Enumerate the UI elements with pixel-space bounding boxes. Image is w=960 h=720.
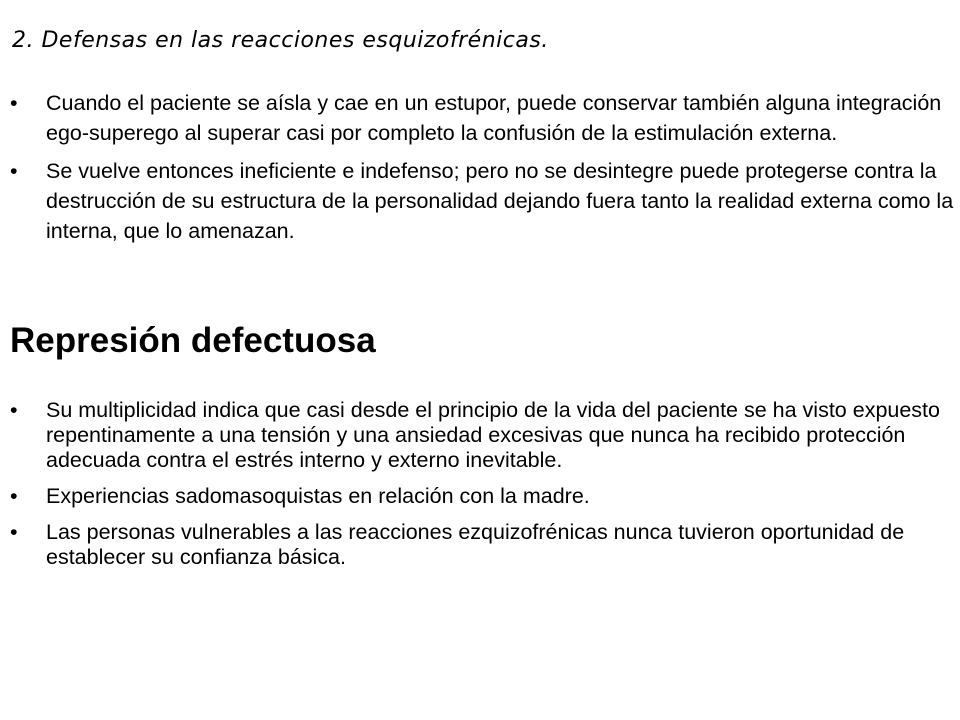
slide-heading: 2. Defensas en las reacciones esquizofrénicas.: [12, 28, 549, 53]
list-item: [10, 156, 955, 246]
section-title: Represión defectuosa: [10, 321, 376, 360]
bullet-icon: •: [10, 520, 18, 544]
list-item: [10, 398, 945, 473]
bullet-icon: •: [10, 159, 18, 183]
bullet-icon: •: [10, 398, 18, 422]
list-item-text: Cuando el paciente se aísla y cae en un estupor, puede conservar también alguna integración ego-superego al superar casi por completo la confusión de la estimulación externa.: [46, 91, 942, 145]
list-item-text: Experiencias sadomasoquistas en relación con la madre.: [46, 484, 590, 508]
list-item-text: Las personas vulnerables a las reacciones ezquizofrénicas nunca tuvieron oportunidad de establecer su confianza básica.: [46, 520, 905, 569]
list-item: [10, 484, 945, 509]
list-item: [10, 520, 945, 570]
defenses-bullet-list: [10, 88, 955, 254]
repression-bullet-list: [10, 398, 945, 581]
list-item-text: Su multiplicidad indica que casi desde el principio de la vida del paciente se ha visto expuesto repentinamente a una tensión y una ansiedad excesivas que nunca ha recibido protección adecuada contra el estrés interno y externo inevitable.: [46, 398, 940, 472]
bullet-icon: •: [10, 91, 18, 115]
bullet-icon: •: [10, 484, 18, 508]
list-item: [10, 88, 955, 148]
list-item-text: Se vuelve entonces ineficiente e indefenso; pero no se desintegre puede protegerse contra la destrucción de su estructura de la personalidad dejando fuera tanto la realidad externa como la interna, que lo amenazan.: [46, 159, 954, 243]
